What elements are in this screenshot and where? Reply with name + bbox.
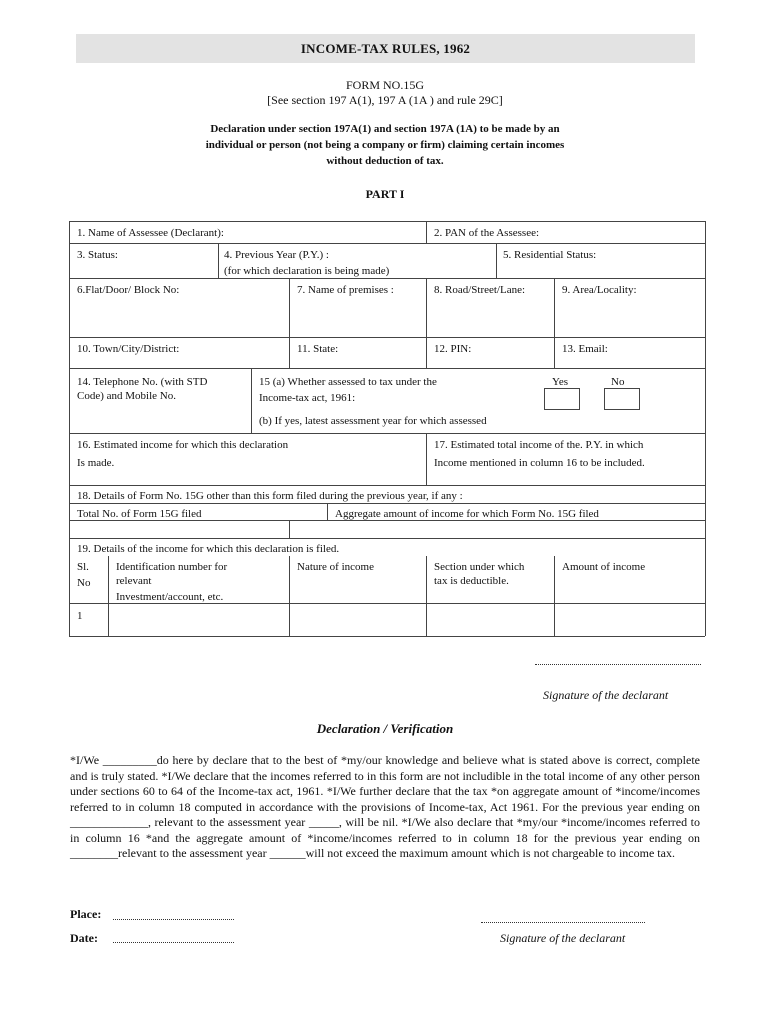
field-email[interactable]: 13. Email: — [562, 343, 608, 355]
no-checkbox[interactable] — [604, 388, 640, 410]
field-residential-status[interactable]: 5. Residential Status: — [503, 249, 597, 261]
field-pin[interactable]: 12. PIN: — [434, 343, 472, 355]
verification-text: *I/We _________do here by declare that to the best of *my/our knowledge and believe what is stated above is correct, complete and is truly stated. *I/We declare that the incomes referred to in this form are not includible in the total income of any other person under sections 60 to 64 of the Income-tax act, 1961. *I/We further declare that the tax *on aggregate amount of *income/incomes referred to in column 18 computed in accordance with the provisions of Income-tax, Act 1961. For the previous year ending on _____________, relevant to the assessment year _____, will be nil. *I/We also declare that *my/our *income/incomes referred to in column 16 *and the aggregate amount of *income/incomes referred to in column 18 for the previous year ending on ________relevant to the assessment year ______will not exceed the maximum amount which is not chargeable to income tax. — [70, 753, 700, 860]
part-heading: PART I — [365, 187, 405, 201]
field-telephone-line-2: Code) and Mobile No. — [77, 390, 176, 402]
date-input[interactable] — [113, 942, 234, 943]
yes-label: Yes — [552, 376, 569, 388]
field-income-details: 19. Details of the income for which this declaration is filed. — [77, 543, 340, 555]
col-section-line-2: tax is deductible. — [434, 575, 509, 587]
total-forms-input[interactable] — [70, 521, 288, 537]
field-name-of-premises[interactable]: 7. Name of premises : — [297, 284, 394, 296]
col-identification-investment: Investment/account, etc. — [116, 591, 224, 603]
col-sl-no: No — [77, 577, 91, 589]
field-road-street-lane[interactable]: 8. Road/Street/Lane: — [434, 284, 526, 296]
signature-line[interactable] — [535, 664, 701, 665]
form-header-title: INCOME-TAX RULES, 1962 — [76, 34, 695, 63]
aggregate-income-input[interactable] — [290, 521, 704, 537]
field-flat-door-block[interactable]: 6.Flat/Door/ Block No: — [77, 284, 180, 296]
no-label: No — [611, 376, 625, 388]
declarant-signature-line[interactable] — [481, 922, 645, 923]
field-area-locality[interactable]: 9. Area/Locality: — [562, 284, 637, 296]
col-nature-of-income: Nature of income — [297, 561, 374, 573]
col-sl: Sl. — [77, 561, 89, 573]
declaration-heading-line-3: without deduction of tax. — [326, 155, 444, 167]
field-telephone[interactable]: 14. Telephone No. (with STD — [77, 376, 208, 388]
field-status[interactable]: 3. Status: — [77, 249, 118, 261]
field-previous-year[interactable]: 4. Previous Year (P.Y.) : — [224, 249, 329, 261]
field-town-city-district[interactable]: 10. Town/City/District: — [77, 343, 180, 355]
field-name-of-assessee[interactable]: 1. Name of Assessee (Declarant): — [77, 227, 224, 239]
declaration-heading-line-2: individual or person (not being a company or firm) claiming certain incomes — [205, 139, 565, 151]
declaration-heading-line-1: Declaration under section 197A(1) and section 197A (1A) to be made by an — [210, 123, 560, 135]
form-number: FORM NO.15G — [345, 78, 424, 92]
col-amount-of-income: Amount of income — [562, 561, 646, 573]
field-latest-assessment-year[interactable]: (b) If yes, latest assessment year for which assessed — [259, 415, 487, 427]
col-identification-relevant: relevant — [116, 575, 152, 587]
signature-label: Signature of the declarant — [543, 688, 669, 702]
field-aggregate-income: Aggregate amount of income for which Form No. 15G filed — [335, 508, 599, 520]
col-identification-number: Identification number for — [116, 561, 228, 573]
yes-checkbox[interactable] — [544, 388, 580, 410]
place-label: Place: — [70, 907, 102, 921]
col-section: Section under which — [434, 561, 525, 573]
field-state[interactable]: 11. State: — [297, 343, 339, 355]
section-reference: [See section 197 A(1), 197 A (1A ) and rule 29C] — [267, 93, 503, 107]
field-form15g-details: 18. Details of Form No. 15G other than this form filed during the previous year, if any : — [77, 490, 463, 502]
field-pan[interactable]: 2. PAN of the Assessee: — [434, 227, 540, 239]
field-estimated-total-income-line-2: Income mentioned in column 16 to be included. — [434, 457, 645, 469]
field-assessed-to-tax: 15 (a) Whether assessed to tax under the — [259, 376, 437, 388]
field-previous-year-note: (for which declaration is being made) — [224, 265, 390, 277]
date-label: Date: — [70, 931, 98, 945]
place-input[interactable] — [113, 919, 234, 920]
row-1-sl: 1 — [77, 610, 83, 622]
field-total-forms-filed: Total No. of Form 15G filed — [77, 508, 202, 520]
declarant-signature-label: Signature of the declarant — [500, 931, 626, 945]
field-assessed-to-tax-line-2: Income-tax act, 1961: — [259, 392, 356, 404]
verification-title: Declaration / Verification — [316, 721, 454, 736]
field-estimated-total-income[interactable]: 17. Estimated total income of the. P.Y. in which — [434, 439, 644, 451]
field-estimated-income[interactable]: 16. Estimated income for which this declaration — [77, 439, 289, 451]
field-estimated-income-line-2: Is made. — [77, 457, 115, 469]
